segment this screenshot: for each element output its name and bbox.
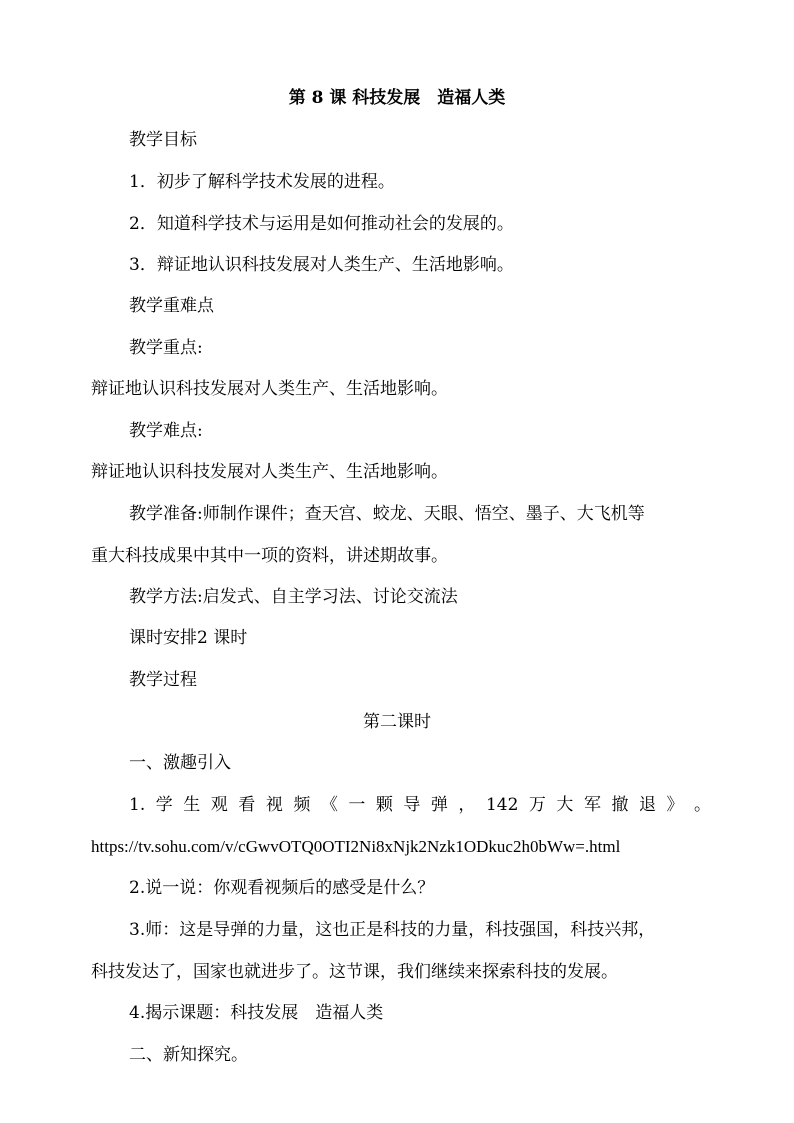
teaching-methods: 教学方法:启发式、自主学习法、讨论交流法 — [129, 587, 458, 607]
teacher-remark-line-1: 3.师：这是导弹的力量，这也正是科技的力量，科技强国，科技兴邦， — [129, 920, 656, 940]
second-lesson-heading: 第二课时 — [363, 712, 431, 732]
section-intro-heading: 一、激趣引入 — [129, 753, 231, 773]
lesson-title: 第 8 课 科技发展 造福人类 — [288, 88, 506, 108]
heading-difficult-point: 教学难点: — [129, 421, 203, 441]
difficult-point-text: 辩证地认识科技发展对人类生产、生活地影响。 — [91, 462, 448, 482]
section-new-knowledge-heading: 二、新知探究。 — [129, 1045, 248, 1065]
heading-teaching-process: 教学过程 — [129, 670, 197, 690]
teacher-remark-line-2: 科技发达了，国家也就进步了。这节课，我们继续来探索科技的发展。 — [91, 962, 618, 982]
heading-teaching-goals: 教学目标 — [129, 130, 197, 150]
video-instruction-line: 1. 学 生 观 看 视 频 《 一 颗 导 弹 ， 142 万 大 军 撤 退 》 。 — [129, 795, 711, 815]
preparation-line-1: 教学准备:师制作课件；查天宫、蛟龙、天眼、悟空、墨子、大飞机等 — [129, 504, 645, 524]
video-url: https://tv.sohu.com/v/cGwvOTQ0OTI2Ni8xNjk2Nzk1ODkuc2h0bWw=.html — [91, 837, 621, 856]
preparation-line-2: 重大科技成果中其中一项的资料，讲述期故事。 — [91, 546, 448, 566]
key-point-text: 辩证地认识科技发展对人类生产、生活地影响。 — [91, 379, 448, 399]
goal-item-3: 3．辩证地认识科技发展对人类生产、生活地影响。 — [129, 255, 514, 275]
class-hours: 课时安排2 课时 — [129, 628, 248, 648]
heading-key-difficult-points: 教学重难点 — [129, 296, 214, 316]
discussion-question: 2.说一说：你观看视频后的感受是什么？ — [129, 878, 435, 898]
heading-key-point: 教学重点: — [129, 338, 203, 358]
goal-item-1: 1．初步了解科学技术发展的进程。 — [129, 172, 395, 192]
goal-item-2: 2．知道科学技术与运用是如何推动社会的发展的。 — [129, 214, 514, 234]
reveal-topic: 4.揭示课题：科技发展 造福人类 — [129, 1003, 384, 1023]
